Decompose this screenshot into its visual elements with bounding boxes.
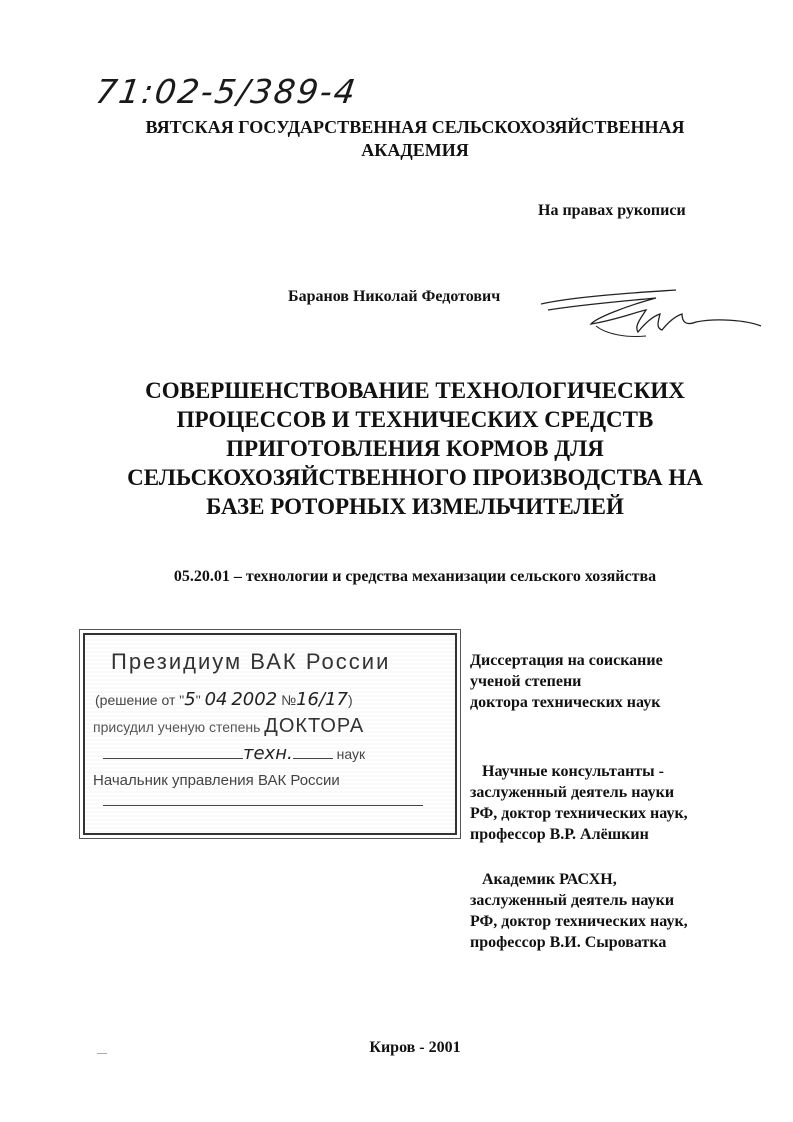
- signature-icon: [536, 282, 766, 342]
- consultants-line-2: заслуженный деятель науки: [470, 784, 675, 801]
- stamp-field: [103, 743, 443, 764]
- dissertation-line-1: Диссертация на соискание: [470, 652, 663, 669]
- city-year: Киров - 2001: [369, 1039, 461, 1056]
- stamp-awarded-prefix: присудил ученую степень: [93, 719, 261, 735]
- academician-line-1: Академик РАСХН,: [482, 871, 617, 888]
- dissertation-title: [70, 376, 760, 521]
- institution-line-1: ВЯТСКАЯ ГОСУДАРСТВЕННАЯ СЕЛЬСКОХОЗЯЙСТВЕННАЯ: [145, 117, 685, 137]
- stamp-field-value: техн.: [243, 743, 293, 764]
- stamp-nauk: наук: [336, 746, 366, 762]
- title-line: СЕЛЬСКОХОЗЯЙСТВЕННОГО ПРОИЗВОДСТВА НА: [127, 465, 703, 490]
- dissertation-line-3: доктора технических наук: [470, 694, 661, 711]
- stamp-decision-no-label: №: [281, 692, 297, 708]
- stamp-header: Президиум ВАК России: [111, 649, 391, 674]
- title-line: БАЗЕ РОТОРНЫХ ИЗМЕЛЬЧИТЕЛЕЙ: [206, 494, 624, 519]
- stamp-decision-number: 16/17: [296, 689, 348, 710]
- stamp-decision-suffix: ): [347, 692, 353, 708]
- stamp-chief: Начальник управления ВАК России: [93, 772, 340, 789]
- stamp-degree: ДОКТОРА: [264, 715, 365, 737]
- archive-number: 71:02-5/389-4: [93, 72, 360, 111]
- institution-name: [60, 116, 770, 162]
- academician-line-3: РФ, доктор технических наук,: [470, 913, 688, 930]
- stamp-decision-year: 2002: [231, 689, 278, 710]
- academician-line-4: профессор В.И. Сыроватка: [470, 934, 667, 951]
- dissertation-line-2: ученой степени: [470, 673, 582, 690]
- stamp-signature-line: [103, 805, 423, 806]
- stamp-awarded: [93, 715, 364, 738]
- dissertation-note: [470, 650, 760, 713]
- margin-mark: [97, 1053, 107, 1054]
- stamp-decision-mid: ": [195, 692, 201, 708]
- title-line: СОВЕРШЕНСТВОВАНИЕ ТЕХНОЛОГИЧЕСКИХ: [145, 378, 685, 403]
- institution-line-2: АКАДЕМИЯ: [361, 140, 469, 160]
- stamp-decision-day: 5: [184, 689, 196, 710]
- specialty-code: 05.20.01 – технологии и средства механизации сельского хозяйства: [173, 568, 657, 585]
- consultants-line-3: РФ, доктор технических наук,: [470, 805, 688, 822]
- academician-consultant: [470, 869, 760, 953]
- author-name: Баранов Николай Федотович: [288, 288, 501, 305]
- title-line: ПРИГОТОВЛЕНИЯ КОРМОВ ДЛЯ: [226, 436, 604, 461]
- stamp-decision-month: 04: [204, 689, 228, 710]
- rights-note: На правах рукописи: [538, 202, 686, 219]
- academician-line-2: заслуженный деятель науки: [470, 892, 675, 909]
- consultants-line-4: профессор В.Р. Алёшкин: [470, 826, 649, 843]
- title-line: ПРОЦЕССОВ И ТЕХНИЧЕСКИХ СРЕДСТВ: [176, 407, 654, 432]
- consultants-line-1: Научные консультанты -: [482, 763, 664, 780]
- stamp-decision-prefix: (решение от ": [95, 692, 185, 708]
- scientific-consultants: [470, 761, 760, 845]
- vak-stamp: [83, 633, 457, 835]
- stamp-decision: [95, 689, 353, 710]
